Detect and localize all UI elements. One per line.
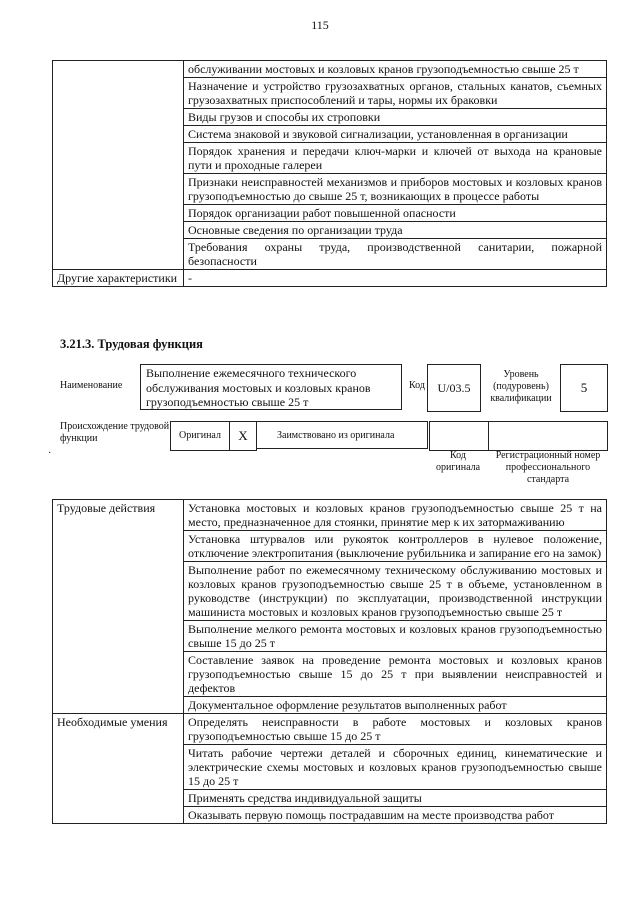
table-cell: Требования охраны труда, производственной санитарии, пожарной безопасности: [184, 239, 607, 270]
row-label: [53, 61, 184, 270]
table-cell: Порядок организации работ повышенной опасности: [184, 205, 607, 222]
name-label: Наименование: [60, 380, 123, 391]
table-cell: Признаки неисправностей механизмов и приборов мостовых и козловых кранов грузоподъемностью до свыше 25 т, возникающих в процессе работы: [184, 174, 607, 205]
table-cell: Выполнение мелкого ремонта мостовых и козловых кранов грузоподъемностью свыше 15 до 25 т: [184, 621, 607, 652]
table-cell: обслуживании мостовых и козловых кранов грузоподъемностью свыше 25 т: [184, 61, 607, 78]
actions-table: [52, 499, 607, 824]
code-caption: Код оригинала: [435, 450, 481, 473]
table-cell: Читать рабочие чертежи деталей и сборочных единиц, кинематические и электрические схемы мостовых и козловых кранов грузоподъемностью свыше 15 до 25 т: [184, 745, 607, 790]
code-label: Код: [409, 380, 425, 391]
table-cell: Выполнение работ по ежемесячному техническому обслуживанию мостовых и козловых кранов грузоподъемностью свыше 25 т в объеме, установленном в руководстве (инструкции) по эксплуатации, производственной инструкции машиниста мостовых и козловых кранов грузоподъемностью свыше 25 т: [184, 562, 607, 621]
code-value: U/03.5: [427, 364, 481, 412]
level-label: Уровень (подуровень) квалификации: [490, 369, 552, 404]
row-label: Другие характеристики: [53, 270, 184, 287]
table-cell: Установка мостовых и козловых кранов грузоподъемностью свыше 25 т на место, предназначенное для стоянки, принятие мер к их затормаживанию: [184, 500, 607, 531]
table-cell: Основные сведения по организации труда: [184, 222, 607, 239]
row-label: Необходимые умения: [53, 714, 184, 824]
origin-reg-cell: [488, 421, 608, 451]
origin-mark: X: [229, 421, 257, 451]
table-cell: Применять средства индивидуальной защиты: [184, 790, 607, 807]
reg-caption: Регистрационный номер профессионального стандарта: [495, 450, 601, 485]
origin-borrowed: Заимствовано из оригинала: [256, 421, 428, 449]
table-cell: Составление заявок на проведение ремонта мостовых и козловых кранов грузоподъемностью свыше 15 до 25 т при выявлении неисправностей и дефектов: [184, 652, 607, 697]
table-cell: Документальное оформление результатов выполненных работ: [184, 697, 607, 714]
table-cell: Определять неисправности в работе мостовых и козловых кранов грузоподъемностью свыше 15 до 25 т: [184, 714, 607, 745]
origin-label: Происхождение трудовой функции: [60, 421, 170, 444]
row-label: Трудовые действия: [53, 500, 184, 714]
table-cell: Виды грузов и способы их строповки: [184, 109, 607, 126]
table-cell: Порядок хранения и передачи ключ-марки и ключей от выхода на крановые пути и проходные галереи: [184, 143, 607, 174]
table-cell: Установка штурвалов или рукояток контроллеров в нулевое положение, отключение электропитания (выключение рубильника и запирание его на замок): [184, 531, 607, 562]
origin-original: Оригинал: [170, 421, 230, 451]
page-number: 115: [311, 18, 329, 32]
origin-code-cell: [429, 421, 489, 451]
dot-mark: ·: [48, 448, 52, 459]
table-cell: Система знаковой и звуковой сигнализации, установленная в организации: [184, 126, 607, 143]
knowledge-table: [52, 60, 607, 287]
level-value: 5: [560, 364, 608, 412]
section-title: 3.21.3. Трудовая функция: [60, 337, 203, 351]
name-value: Выполнение ежемесячного технического обслуживания мостовых и козловых кранов грузоподъемностью свыше 25 т: [140, 364, 402, 410]
table-cell: Назначение и устройство грузозахватных органов, стальных канатов, съемных грузозахватных приспособлений и тары, нормы их браковки: [184, 78, 607, 109]
table-cell: Оказывать первую помощь пострадавшим на месте производства работ: [184, 807, 607, 824]
table-cell: -: [184, 270, 607, 287]
